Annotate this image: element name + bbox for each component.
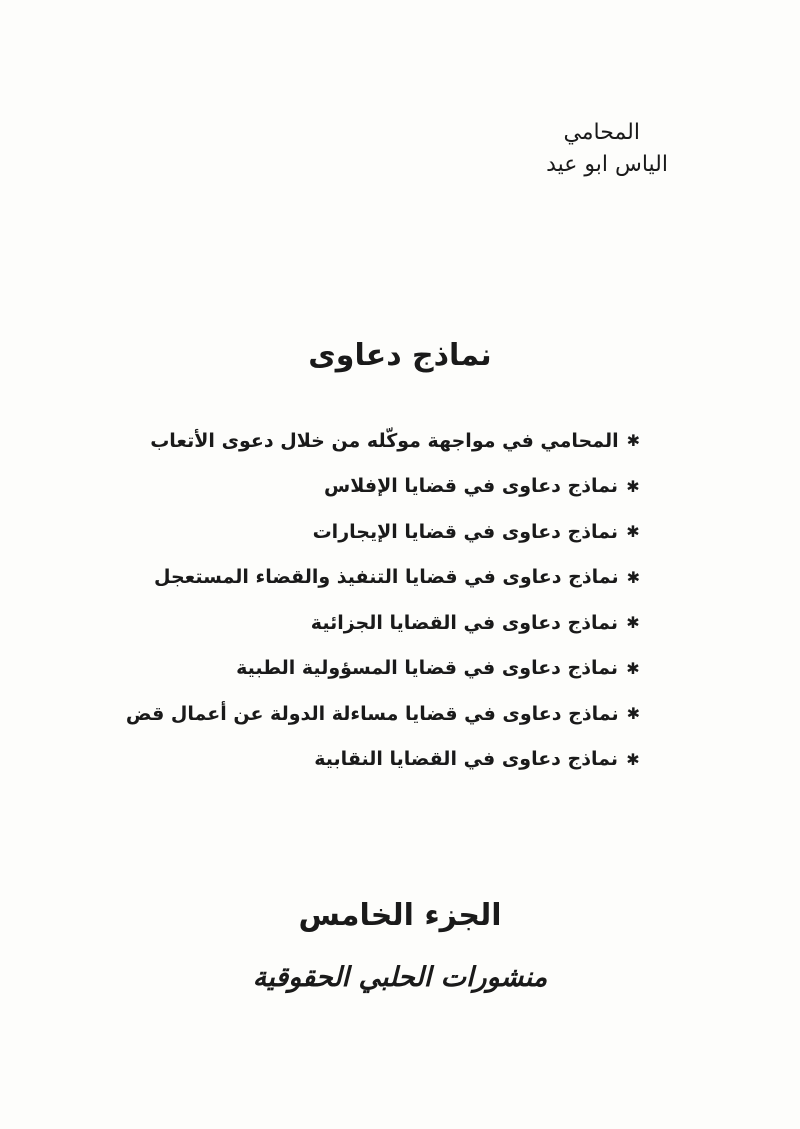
contents-item: [180, 600, 640, 646]
contents-item-text: نماذج دعاوى في قضايا مساءلة الدولة عن أعمال قض: [125, 702, 619, 725]
asterisk-bullet-icon: ✱: [626, 522, 640, 542]
contents-item: [125, 691, 640, 737]
contents-item-text: نماذج دعاوى في قضايا الإفلاس: [324, 475, 618, 498]
author-block: [546, 118, 668, 182]
contents-item: [180, 737, 640, 783]
contents-item-text: نماذج دعاوى في القضايا النقابية: [314, 748, 618, 771]
asterisk-bullet-icon: ✱: [626, 704, 640, 724]
book-title: نماذج دعاوى: [308, 338, 492, 373]
contents-item-text: نماذج دعاوى في قضايا الإيجارات: [312, 520, 618, 543]
contents-list: [125, 418, 640, 782]
contents-item: [180, 464, 640, 510]
contents-item: [180, 509, 640, 555]
publisher-logo-text: منشورات الحلبي الحقوقية: [252, 962, 548, 993]
author-role: المحامي: [563, 120, 640, 145]
contents-item-text: المحامي في مواجهة موكّله من خلال دعوى الأتعاب: [150, 429, 619, 452]
contents-item-text: نماذج دعاوى في القضايا الجزائية: [310, 611, 618, 634]
author-name: الياس ابو عيد: [546, 152, 668, 177]
contents-item: [150, 418, 640, 464]
asterisk-bullet-icon: ✱: [626, 613, 640, 633]
contents-item: [180, 646, 640, 692]
asterisk-bullet-icon: ✱: [626, 567, 640, 587]
contents-item-text: نماذج دعاوى في قضايا التنفيذ والقضاء المستعجل: [154, 566, 619, 589]
contents-item-text: نماذج دعاوى في قضايا المسؤولية الطبية: [236, 657, 618, 680]
volume-label: الجزء الخامس: [298, 898, 502, 933]
asterisk-bullet-icon: ✱: [626, 749, 640, 769]
asterisk-bullet-icon: ✱: [626, 431, 640, 451]
asterisk-bullet-icon: ✱: [626, 476, 640, 496]
contents-item: [154, 555, 640, 601]
asterisk-bullet-icon: ✱: [626, 658, 640, 678]
